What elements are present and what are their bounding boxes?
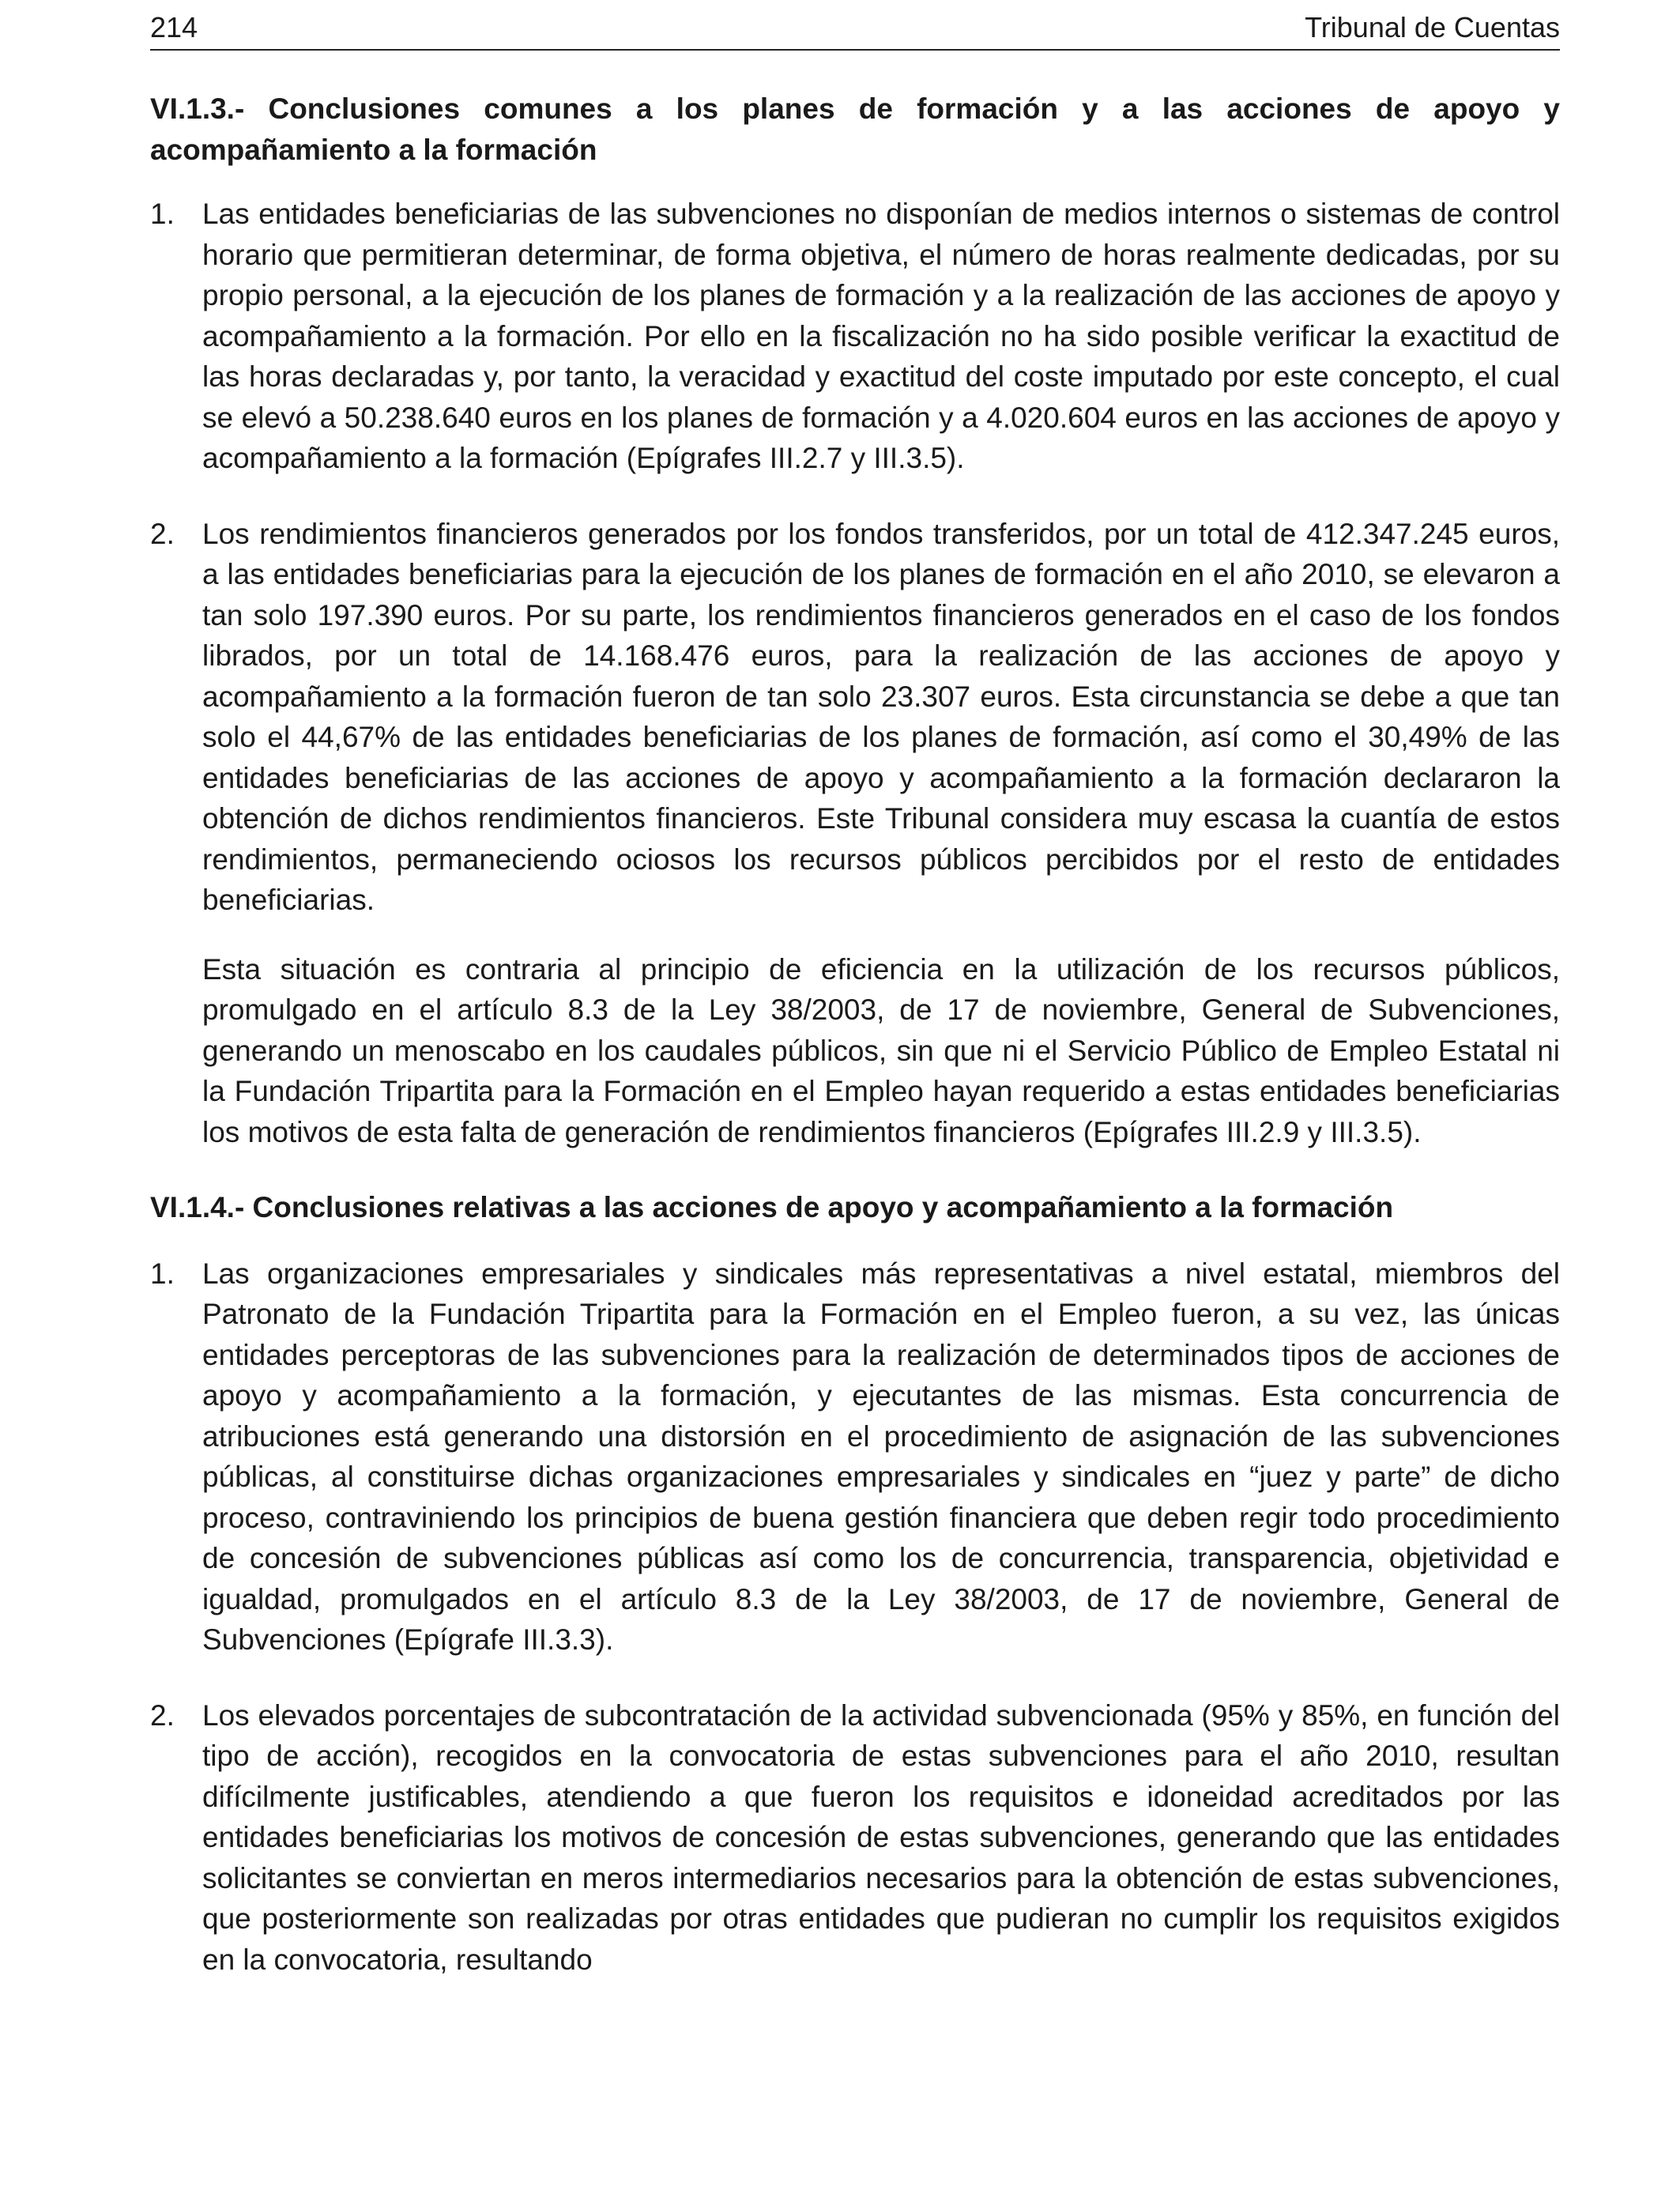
numbered-item (150, 194, 1560, 479)
section-heading: VI.1.3.- Conclusiones comunes a los planes de formación y a las acciones de apoyo y acompañamiento a la formación (150, 92, 1560, 166)
item-number: 2. (150, 1698, 175, 1732)
numbered-item (150, 1695, 1560, 1981)
paragraph: Esta situación es contraria al principio de eficiencia en la utilización de los recursos públicos, promulgado en el artículo 8.3 de la Ley 38/2003, de 17 de noviembre, General de Subvenciones, generando un menoscabo en los caudales públicos, sin que ni el Servicio Público de Empleo Estatal ni la Fundación Tripartita para la Formación en el Empleo hayan requerido a estas entidades beneficiarias los motivos de esta falta de generación de rendimientos financieros (Epígrafes III.2.9 y III.3.5). (202, 952, 1560, 1148)
page-header (150, 9, 1560, 51)
page-number: 214 (150, 11, 198, 43)
section-heading: VI.1.4.- Conclusiones relativas a las acciones de apoyo y acompañamiento a la formación (150, 1191, 1394, 1223)
item-number: 1. (150, 1257, 175, 1290)
item-number: 2. (150, 517, 175, 550)
document-body (150, 89, 1560, 2015)
numbered-item (150, 1253, 1560, 1661)
item-number: 1. (150, 198, 175, 230)
paragraph: Los elevados porcentajes de subcontratación de la actividad subvencionada (95% y 85%, en función del tipo de acción), recogidos en la convocatoria de estas subvenciones para el año 2010, resultan difícilmente justificables, atendiendo a que fueron los requisitos e idoneidad acreditados por las entidades beneficiarias los motivos de concesión de estas subvenciones, generando que las entidades solicitantes se conviertan en meros intermediarios necesarios para la obtención de estas subvenciones, que posteriormente son realizadas por otras entidades que pudieran no cumplir los requisitos exigidos en la convocatoria, resultando (202, 1698, 1560, 1976)
numbered-item (150, 514, 1560, 1153)
paragraph: Las organizaciones empresariales y sindicales más representativas a nivel estatal, miembros del Patronato de la Fundación Tripartita para la Formación en el Empleo fueron, a su vez, las únicas entidades perceptoras de las subvenciones para la realización de determinados tipos de acciones de apoyo y acompañamiento a la formación, y ejecutantes de las mismas. Esta concurrencia de atribuciones está generando una distorsión en el procedimiento de asignación de las subvenciones públicas, al constituirse dichas organizaciones empresariales y sindicales en “juez y parte” de dicho proceso, contraviniendo los principios de buena gestión financiera que deben regir todo procedimiento de concesión de subvenciones públicas así como los de concurrencia, transparencia, objetividad e igualdad, promulgados en el artículo 8.3 de la Ley 38/2003, de 17 de noviembre, General de Subvenciones (Epígrafe III.3.3). (202, 1257, 1560, 1656)
running-title: Tribunal de Cuentas (1305, 11, 1560, 43)
paragraph: Las entidades beneficiarias de las subvenciones no disponían de medios internos o sistemas de control horario que permitieran determinar, de forma objetiva, el número de horas realmente dedicadas, por su propio personal, a la ejecución de los planes de formación y a la realización de las acciones de apoyo y acompañamiento a la formación. Por ello en la fiscalización no ha sido posible verificar la exactitud de las horas declaradas y, por tanto, la veracidad y exactitud del coste imputado por este concepto, el cual se elevó a 50.238.640 euros en los planes de formación y a 4.020.604 euros en las acciones de apoyo y acompañamiento a la formación (Epígrafes III.2.7 y III.3.5). (202, 198, 1560, 474)
paragraph: Los rendimientos financieros generados por los fondos transferidos, por un total de 412.347.245 euros, a las entidades beneficiarias para la ejecución de los planes de formación en el año 2010, se elevaron a tan solo 197.390 euros. Por su parte, los rendimientos financieros generados en el caso de los fondos librados, por un total de 14.168.476 euros, para la realización de las acciones de apoyo y acompañamiento a la formación fueron de tan solo 23.307 euros. Esta circunstancia se debe a que tan solo el 44,67% de las entidades beneficiarias de los planes de formación, así como el 30,49% de las entidades beneficiarias de las acciones de apoyo y acompañamiento a la formación declararon la obtención de dichos rendimientos financieros. Este Tribunal considera muy escasa la cuantía de estos rendimientos, permaneciendo ociosos los recursos públicos percibidos por el resto de entidades beneficiarias. (202, 517, 1560, 916)
